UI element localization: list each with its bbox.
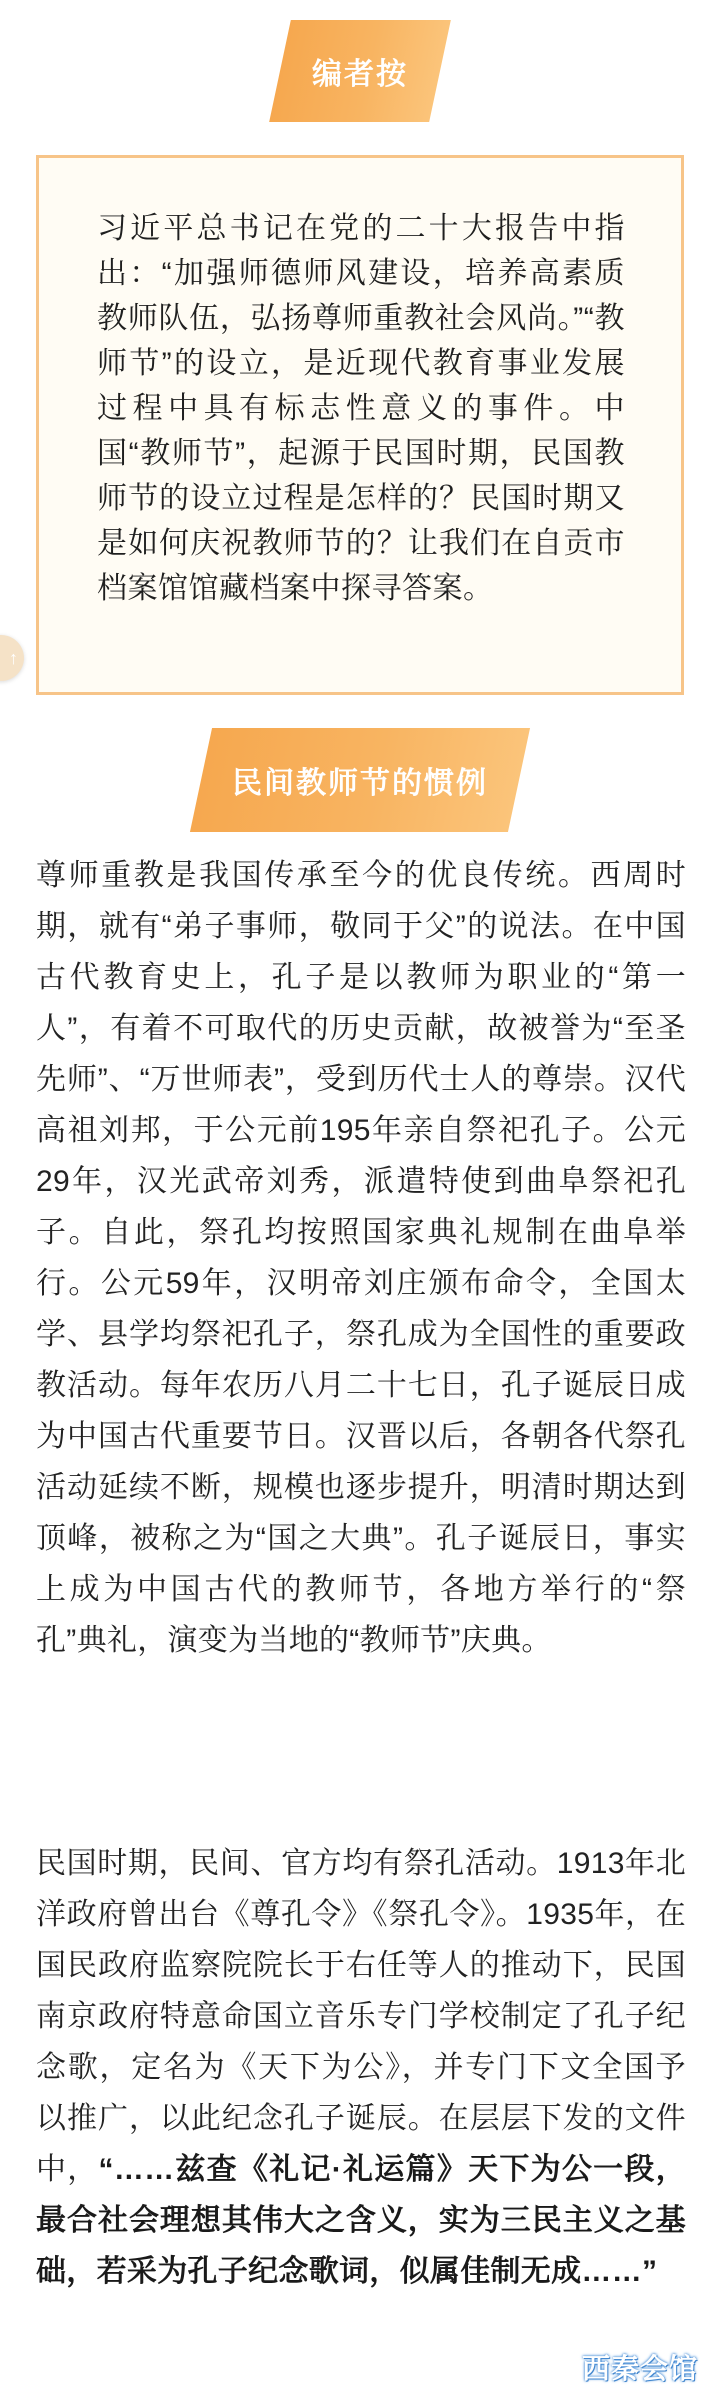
article-paragraph-2 (36, 1838, 686, 2297)
editor-note-title: 编者按 (312, 58, 408, 91)
section-title: 民间教师节的惯例 (232, 767, 488, 800)
editor-note-box (36, 155, 684, 695)
watermark-logo: 西秦会馆 (581, 2353, 698, 2384)
editor-note-text: 习近平总书记在党的二十大报告中指出：“加强师德师风建设，培养高素质教师队伍，弘扬尊师重教社会风尚。”“教师节”的设立，是近现代教育事业发展过程中具有标志性意义的事件。中国“教师节”，起源于民国时期，民国教师节的设立过程是怎样的？民国时期又是如何庆祝教师节的？让我们在自贡市档案馆馆藏档案中探寻答案。 (97, 212, 625, 605)
editor-note-banner (269, 20, 451, 122)
side-tab-icon: ↑ (9, 647, 18, 668)
paragraph-2-text: 民国时期，民间、官方均有祭孔活动。1913年北洋政府曾出台《尊孔令》《祭孔令》。1935年，在国民政府监察院院长于右任等人的推动下，民国南京政府特意命国立音乐专门学校制定了孔子纪念歌，定名为《天下为公》，并专门下文全国予以推广，以此纪念孔子诞辰。在层层下发的文件中， (36, 1847, 686, 2186)
floating-side-tab[interactable] (0, 635, 24, 681)
section-banner-folk-custom (190, 728, 530, 832)
paragraph-2-quote: “……兹查《礼记·礼运篇》天下为公一段，最合社会理想其伟大之含义，实为三民主义之基础，若采为孔子纪念歌词，似属佳制无成……” (36, 2153, 686, 2288)
article-paragraph-1: 尊师重教是我国传承至今的优良传统。西周时期，就有“弟子事师，敬同于父”的说法。在中国古代教育史上，孔子是以教师为职业的“第一人”，有着不可取代的历史贡献，故被誉为“至圣先师”、“万世师表”，受到历代士人的尊崇。汉代高祖刘邦，于公元前195年亲自祭祀孔子。公元29年，汉光武帝刘秀，派遣特使到曲阜祭祀孔子。自此，祭孔均按照国家典礼规制在曲阜举行。公元59年，汉明帝刘庄颁布命令，全国太学、县学均祭祀孔子，祭孔成为全国性的重要政教活动。每年农历八月二十七日，孔子诞辰日成为中国古代重要节日。汉晋以后，各朝各代祭孔活动延续不断，规模也逐步提升，明清时期达到顶峰，被称之为“国之大典”。孔子诞辰日，事实上成为中国古代的教师节，各地方举行的“祭孔”典礼，演变为当地的“教师节”庆典。 (36, 859, 686, 1657)
